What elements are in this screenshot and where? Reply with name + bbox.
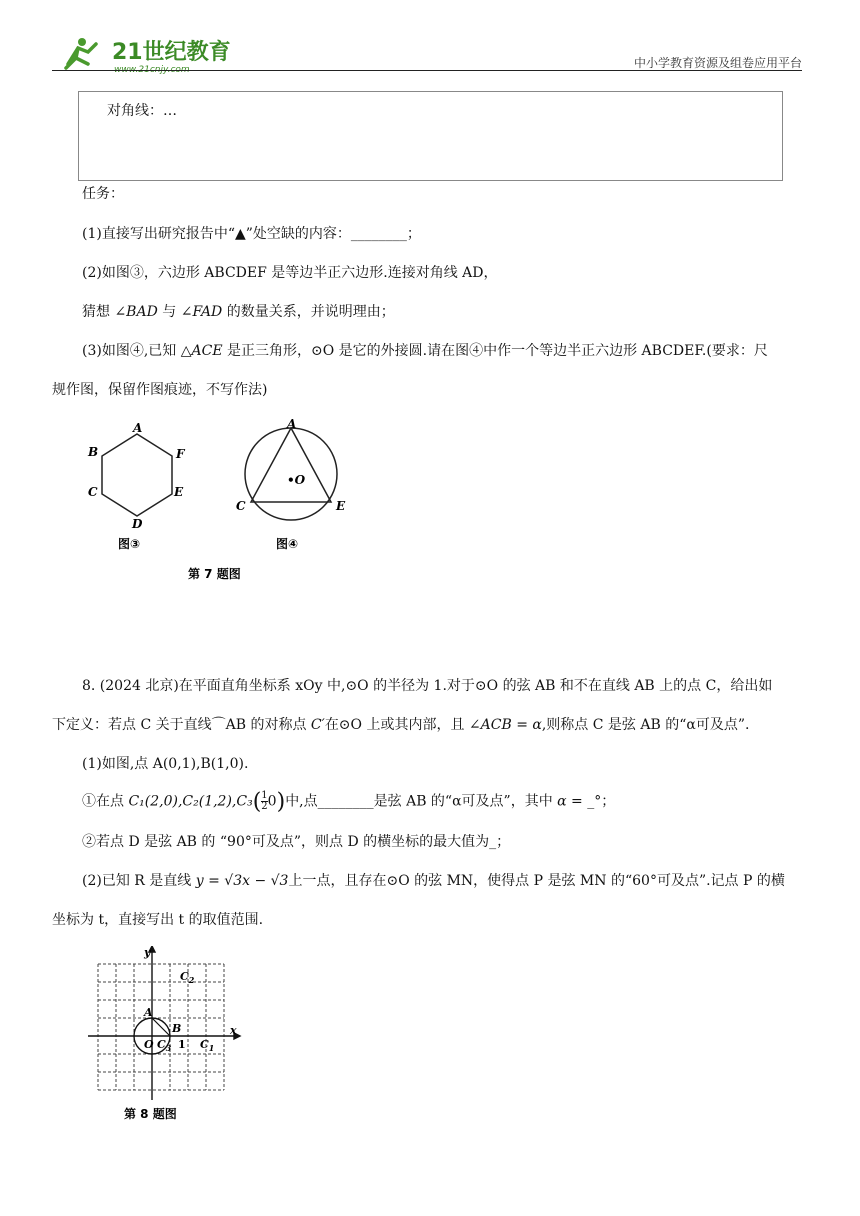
label-o: •O [287, 473, 306, 487]
frac-den: 2 [261, 801, 268, 812]
angle-fad: ∠FAD [180, 304, 223, 320]
label-o: O [144, 1038, 154, 1051]
fig3-caption: 图③ [118, 537, 141, 551]
label-x: x [230, 1024, 237, 1037]
points-c: C₁(2,0),C₂(1,2),C₃ [128, 793, 253, 810]
logo-url: www.21cnjy.com [114, 65, 190, 74]
q7-part2-guess [82, 302, 395, 322]
label-e: E [336, 499, 346, 513]
label-f: F [176, 447, 185, 461]
text: (2)已知 R 是直线 [82, 873, 196, 889]
figure-8 [84, 946, 254, 1126]
fig8-title: 第 8 题图 [124, 1107, 177, 1121]
label-b: B [88, 445, 99, 459]
point-c-prime: C′ [310, 717, 325, 733]
box-text: 对角线：… [107, 103, 177, 119]
label-d: D [132, 517, 143, 531]
text: 是正三角形，⊙O 是它的外接圆.请在图④中作一个等边半正六边形 ABCDEF.(要求：尺 [222, 343, 768, 359]
hexagon-figure [87, 421, 186, 551]
q8-part1-1: ①在点 C₁(2,0),C₂(1,2),C₃( $\frac{1}{2}$ 0)中,点________是弦 AB 的“α可及点”，其中 α = _°； [82, 789, 616, 815]
text: ①在点 [82, 793, 129, 810]
label-one: 1 [178, 1038, 186, 1051]
label-b: B [172, 1022, 182, 1035]
angle-bad: ∠BAD [114, 304, 158, 320]
line-equation: y = √3x − √3 [195, 873, 289, 889]
text: 上一点，且存在⊙O 的弦 MN，使得点 P 是弦 MN 的“60°可及点”.记点 P 的横 [288, 873, 785, 889]
q8-stem: 8. (2024 北京)在平面直角坐标系 xOy 中,⊙O 的半径为 1.对于⊙O 的弦 AB 和不在直线 AB 上的点 C，给出如 [82, 678, 773, 694]
q8-part2-cont: 坐标为 t，直接写出 t 的取值范围. [52, 912, 264, 928]
label-a: A [133, 421, 143, 435]
runner-icon [66, 38, 96, 68]
q7-part1: (1)直接写出研究报告中“▲”处空缺的内容：________； [82, 226, 421, 242]
label-c2: $C_2$ [180, 970, 195, 985]
text: 与 [157, 304, 181, 320]
label-c1: $C_1$ [200, 1038, 215, 1053]
text: 猜想 [82, 304, 115, 320]
frac-num: 1 [261, 790, 268, 801]
text: ,则称点 C 是弦 AB 的“α可及点”. [541, 717, 750, 733]
q7-part2: (2)如图③，六边形 ABCDEF 是等边半正六边形.连接对角线 AD， [82, 265, 498, 281]
q8-definition [52, 715, 749, 735]
label-c3: $C_3$ [157, 1038, 172, 1053]
label-y: y [144, 946, 151, 959]
platform-name: 中小学教育资源及组卷应用平台 [633, 56, 802, 70]
report-box [78, 91, 783, 181]
label-c: C [88, 485, 98, 499]
alpha-blank: α = _° [557, 793, 602, 810]
label-c: C [236, 499, 246, 513]
site-logo [62, 34, 242, 74]
figure-7 [80, 418, 370, 588]
text: 的数量关系，并说明理由； [222, 304, 395, 320]
q8-part2 [82, 871, 785, 891]
text: ； [601, 793, 616, 810]
circle-figure [236, 418, 346, 551]
q8-part1-2: ②若点 D 是弦 AB 的 “90°可及点”，则点 D 的横坐标的最大值为_； [82, 834, 511, 850]
header-divider [52, 70, 802, 71]
text: 中,点________是弦 AB 的“α可及点”，其中 [285, 793, 558, 810]
fig4-caption: 图④ [276, 537, 299, 551]
q7-part3 [82, 341, 768, 361]
label-a: A [287, 418, 297, 431]
triangle-ace: △ACE [180, 343, 223, 359]
fig7-title: 第 7 题图 [188, 567, 241, 581]
q8-part1: (1)如图,点 A(0,1),B(1,0). [82, 756, 249, 772]
text: 下定义：若点 C 关于直线⌒AB 的对称点 [52, 717, 311, 733]
text: (3)如图④,已知 [82, 343, 181, 359]
q7-part3-cont: 规作图，保留作图痕迹，不写作法) [52, 382, 268, 398]
logo-title: 21世纪教育 [112, 40, 231, 65]
label-e: E [174, 485, 184, 499]
frac-y: 0 [267, 793, 277, 810]
angle-acb: ∠ACB = α [468, 717, 542, 733]
task-label: 任务： [82, 186, 124, 202]
text: 在⊙O 上或其内部，且 [324, 717, 469, 733]
label-a: A [144, 1006, 153, 1019]
